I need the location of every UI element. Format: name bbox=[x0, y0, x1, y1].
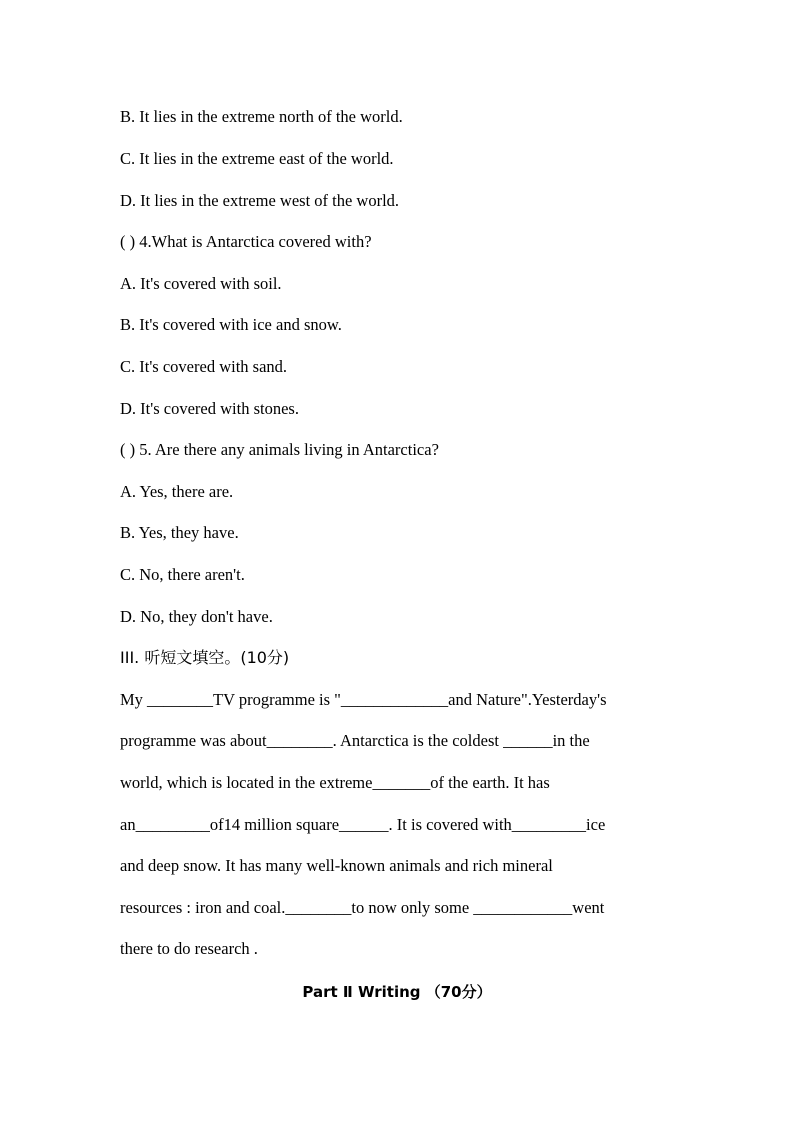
part-2-heading: Part Ⅱ Writing （70分） bbox=[302, 983, 492, 1001]
q5-option-c: C. No, there aren't. bbox=[120, 565, 245, 584]
q3-option-d: D. It lies in the extreme west of the world. bbox=[120, 191, 400, 210]
cloze-line: world, which is located in the extreme_______of the earth. It has bbox=[120, 773, 550, 792]
cloze-line: and deep snow. It has many well-known animals and rich mineral bbox=[120, 856, 553, 875]
cloze-line: there to do research . bbox=[120, 939, 258, 958]
q3-option-b: B. It lies in the extreme north of the world. bbox=[120, 107, 403, 126]
q4-option-b: B. It's covered with ice and snow. bbox=[120, 315, 342, 334]
cloze-line: programme was about________. Antarctica is the coldest ______in the bbox=[120, 731, 590, 750]
q4-option-d: D. It's covered with stones. bbox=[120, 399, 299, 418]
q4-option-a: A. It's covered with soil. bbox=[120, 274, 282, 293]
q5-stem: ( ) 5. Are there any animals living in Antarctica? bbox=[120, 440, 439, 459]
cloze-line: resources : iron and coal.________to now only some ____________went bbox=[120, 898, 605, 917]
cloze-line: My ________TV programme is "_____________and Nature".Yesterday's bbox=[120, 690, 607, 709]
q5-option-d: D. No, they don't have. bbox=[120, 607, 273, 626]
cloze-line: an_________of14 million square______. It is covered with_________ice bbox=[120, 815, 606, 834]
q4-stem: ( ) 4.What is Antarctica covered with? bbox=[120, 232, 372, 251]
q4-option-c: C. It's covered with sand. bbox=[120, 357, 288, 376]
q5-option-b: B. Yes, they have. bbox=[120, 523, 239, 542]
q3-option-c: C. It lies in the extreme east of the world. bbox=[120, 149, 394, 168]
q5-option-a: A. Yes, there are. bbox=[120, 482, 234, 501]
section-3-heading: III. 听短文填空。(10分) bbox=[120, 648, 290, 667]
